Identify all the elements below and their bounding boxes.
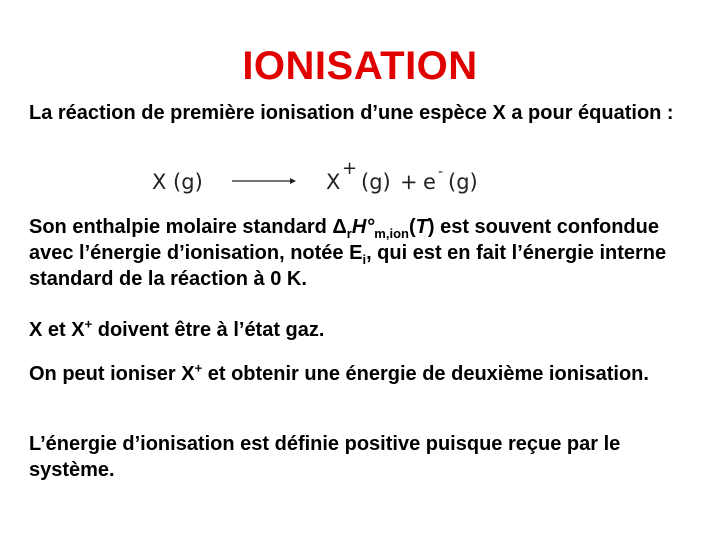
equation-plus: +	[400, 170, 418, 194]
equation-product-ion-charge: +	[342, 158, 358, 179]
p4-text-1: On peut ioniser X	[29, 363, 195, 385]
reaction-arrowhead-icon	[290, 178, 296, 184]
p2-symbol-h: H°	[351, 216, 375, 238]
p3-text-1: X et X	[29, 319, 85, 341]
equation-electron-charge: -	[438, 164, 444, 180]
positive-energy-paragraph: L’énergie d’ionisation est définie positive puisque reçue par le système.	[29, 433, 621, 481]
p3-text-2: doivent être à l’état gaz.	[92, 319, 325, 341]
equation-electron-state: (g)	[448, 170, 478, 194]
p4-sup-plus: +	[194, 360, 203, 376]
p2-paren-open: (	[408, 216, 416, 238]
p2-symbol-t: T	[415, 216, 428, 238]
ionisation-equation	[148, 158, 478, 200]
p2-sub-r: r	[346, 226, 352, 241]
equation-reactant: X (g)	[152, 170, 203, 194]
p2-text-1: Son enthalpie molaire standard Δ	[29, 216, 347, 238]
p4-text-2: et obtenir une énergie de deuxième ionisation.	[202, 363, 649, 385]
p2-sub-m-ion: m,ion	[374, 226, 409, 241]
enthalpy-paragraph	[29, 214, 704, 292]
page-title: IONISATION	[242, 44, 478, 88]
equation-electron: e	[423, 170, 436, 194]
p2-sub-i: i	[362, 252, 367, 267]
intro-paragraph: La réaction de première ionisation d’une espèce X a pour équation :	[29, 102, 674, 124]
equation-product-ion: X	[326, 170, 341, 194]
p2-text-2: ) est souvent confondue avec l’énergie d’ionisation, notée E	[29, 216, 659, 264]
p3-sup-plus: +	[84, 316, 93, 332]
second-ionisation-paragraph	[29, 361, 704, 387]
p2-text-3: , qui est en fait l’énergie interne standard de la réaction à 0 K.	[29, 242, 667, 290]
equation-product-ion-state: (g)	[361, 170, 391, 194]
gas-state-paragraph	[29, 317, 704, 343]
